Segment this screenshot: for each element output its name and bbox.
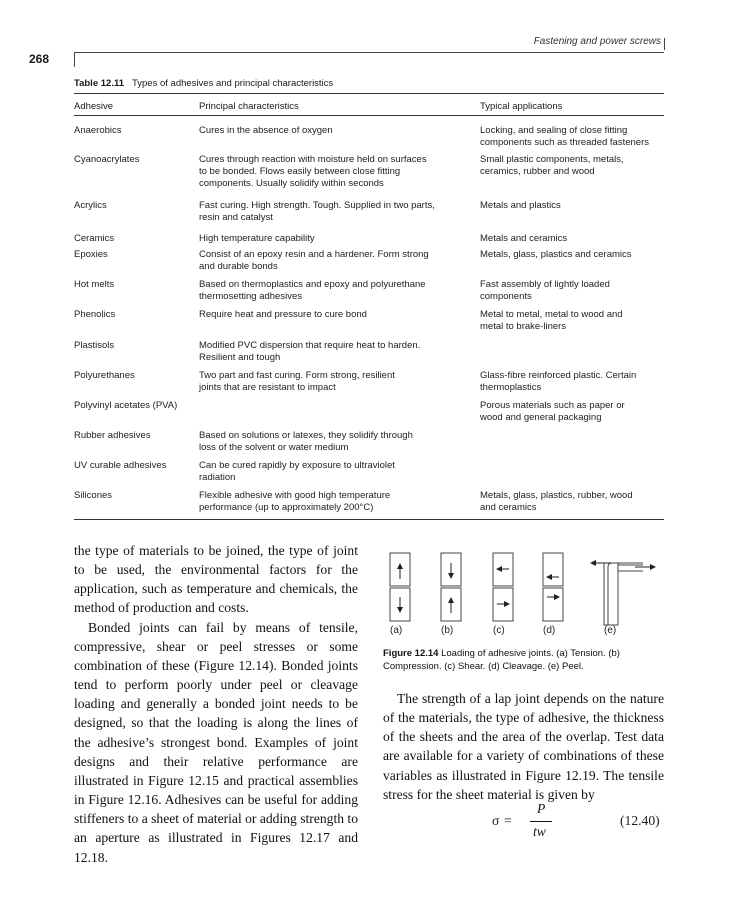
cell-adhesive: Phenolics [74,309,116,320]
cell-applications [480,125,665,149]
cell-characteristics [199,309,469,321]
cell-applications [480,370,665,394]
cell-line: components such as threaded fasteners [480,137,649,148]
cell-characteristics [199,430,469,454]
cell-line: thermoplastics [480,382,542,393]
figure-caption-text: Loading of adhesive joints. (a) Tension. (b) Compression. (c) Shear. (d) Cleavage. (e) Peel. [383,648,620,672]
cell-line: to be bonded. Flows easily between close fitting [199,166,401,177]
cell-line: wood and general packaging [480,412,602,423]
cell-characteristics [199,154,469,190]
cell-line: Fast curing. High strength. Tough. Supplied in two parts, [199,200,435,211]
cell-line: Glass-fibre reinforced plastic. Certain [480,370,637,381]
cell-line: and ceramics [480,502,537,513]
table-rule-top [74,93,664,94]
equation-numerator: P [537,801,546,816]
cell-line: Cures through reaction with moisture held on surfaces [199,154,427,165]
cell-line: Porous materials such as paper or [480,400,625,411]
figure-label-e: (e) [604,625,617,636]
cell-adhesive: Hot melts [74,279,115,290]
cell-line: Based on thermoplastics and epoxy and polyurethane [199,279,426,290]
table-header-characteristics: Principal characteristics [199,101,299,112]
cell-line: ceramics, rubber and wood [480,166,595,177]
cell-applications [480,233,665,245]
cell-line: Locking, and sealing of close fitting [480,125,628,136]
equation-12-40 [492,801,567,841]
cell-adhesive: Rubber adhesives [74,430,151,441]
cell-characteristics [199,200,469,224]
cell-adhesive: Epoxies [74,249,108,260]
cell-adhesive: Plastisols [74,340,115,351]
cell-line: High temperature capability [199,233,315,244]
paragraph: the type of materials to be joined, the type of joint to be used, the environmental factors for the application, such as temperature and chemicals, the method of production and costs. [74,543,358,616]
cell-characteristics [199,249,469,273]
equation-number: (12.40) [620,813,660,828]
joint-d-cleavage [543,553,563,621]
joint-a-tension [390,553,410,621]
table-header-applications: Typical applications [480,101,563,112]
equation-equals: = [504,813,512,828]
running-head-rule [74,52,664,53]
figure-label-d: (d) [543,625,556,636]
cell-line: Require heat and pressure to cure bond [199,309,367,320]
cell-adhesive: Cyanoacrylates [74,154,140,165]
cell-line: Modified PVC dispersion that require heat to harden. [199,340,421,351]
cell-characteristics [199,460,469,484]
cell-characteristics [199,125,469,137]
cell-line: radiation [199,472,236,483]
cell-adhesive: Polyurethanes [74,370,135,381]
cell-characteristics [199,490,469,514]
body-text-right [383,689,664,804]
cell-characteristics [199,233,469,245]
cell-line: Metals, glass, plastics, rubber, wood [480,490,633,501]
cell-line: Flexible adhesive with good high temperature [199,490,391,501]
cell-characteristics [199,370,469,394]
cell-characteristics [199,279,469,303]
running-head-title: Fastening and power screws [533,36,661,47]
running-head-tick [664,38,665,50]
cell-line: Metals, glass, plastics and ceramics [480,249,632,260]
cell-line: and durable bonds [199,261,278,272]
paragraph: The strength of a lap joint depends on the nature of the materials, the type of adhesive, the thickness of the sheets and the area of the overlap. Test data are available for a variety of combinations of these variables as illustrated in Figure 12.19. The tensile stress for the sheet material is given by [383,691,664,802]
cell-adhesive: Polyvinyl acetates (PVA) [74,400,178,411]
figure-caption-label: Figure 12.14 [383,648,439,659]
cell-applications [480,200,665,212]
joint-b-compression [441,553,461,621]
cell-line: Metal to metal, metal to wood and [480,309,623,320]
cell-applications [480,249,665,261]
cell-applications [480,154,665,178]
cell-line: Metals and plastics [480,200,561,211]
table-caption [74,78,333,89]
cell-applications [480,279,665,303]
cell-adhesive: UV curable adhesives [74,460,167,471]
cell-line: Can be cured rapidly by exposure to ultraviolet [199,460,395,471]
table-rule-bottom [74,519,664,520]
cell-line: thermosetting adhesives [199,291,302,302]
cell-line: Fast assembly of lightly loaded [480,279,610,290]
figure-label-c: (c) [493,625,505,636]
cell-applications [480,309,665,333]
body-text-left [74,541,358,867]
cell-line: Two part and fast curing. Form strong, resilient [199,370,395,381]
figure-adhesive-joint-loading [383,551,664,632]
cell-line: Resilient and tough [199,352,281,363]
table-rule-header [74,115,664,116]
cell-line: joints that are resistant to impact [199,382,336,393]
cell-applications [480,400,665,424]
cell-line: resin and catalyst [199,212,273,223]
cell-adhesive: Ceramics [74,233,115,244]
figure-label-b: (b) [441,625,454,636]
page-number: 268 [29,52,50,66]
joint-c-shear [493,553,513,621]
cell-applications [480,490,665,514]
cell-line: Based on solutions or latexes, they solidify through [199,430,413,441]
cell-line: components [480,291,532,302]
cell-characteristics [199,340,469,364]
cell-line: metal to brake-liners [480,321,567,332]
table-label: Table 12.11 [74,78,124,89]
cell-adhesive: Acrylics [74,200,107,211]
cell-line: Small plastic components, metals, [480,154,624,165]
cell-line: loss of the solvent or water medium [199,442,349,453]
cell-line: components. Usually solidify within seconds [199,178,384,189]
figure-label-a: (a) [390,625,403,636]
table-header-adhesive: Adhesive [74,101,114,112]
equation-denominator: tw [533,824,546,839]
fraction-bar [530,821,552,822]
corner-mark [74,52,125,67]
paragraph: Bonded joints can fail by means of tensile, compressive, shear or peel stresses or some combination of these (Figure 12.14). Bonded joints tend to perform poorly under peel or cleavage loading and generally a bonded joint needs to be designed, so that the loading is along the lines of the adhesive’s strongest bond. Examples of joint designs and their relative performance are illustrated in Figure 12.15 and practical assemblies in Figure 12.16. Adhesives can be useful for adding stiffeners to a sheet of material or adding strength to an aperture as illustrated in Figures 12.17 and 12.18. [74,619,359,865]
cell-adhesive: Anaerobics [74,125,122,136]
table-title: Types of adhesives and principal characteristics [132,78,334,89]
equation-lhs: σ [492,813,500,828]
joint-e-peel [591,563,655,625]
cell-line: Cures in the absence of oxygen [199,125,333,136]
cell-line: performance (up to approximately 200°C) [199,502,374,513]
cell-line: Metals and ceramics [480,233,568,244]
figure-caption [383,648,668,673]
cell-line: Consist of an epoxy resin and a hardener. Form strong [199,249,429,260]
cell-adhesive: Silicones [74,490,113,501]
